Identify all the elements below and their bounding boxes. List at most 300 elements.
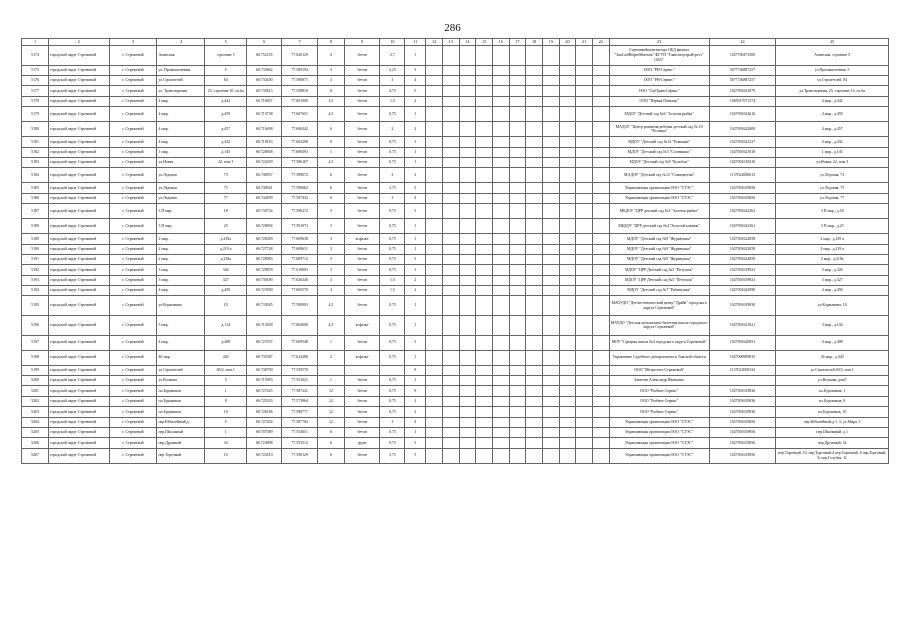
table-cell [542, 244, 559, 254]
table-cell: бетон [344, 137, 379, 147]
table-cell: 1027001619921 [709, 265, 776, 275]
table-cell: бетон [344, 193, 379, 203]
table-cell: г. Стрежевой [109, 265, 157, 275]
table-row [22, 204, 889, 219]
table-cell [559, 244, 576, 254]
table-cell: строение 5 [205, 46, 247, 66]
table-cell: бетон [344, 65, 379, 75]
table-cell: 1 [405, 107, 426, 122]
table-cell [492, 407, 509, 417]
table-cell: 60.733662 [247, 65, 282, 75]
table-cell: 60.726186 [247, 407, 282, 417]
table-cell [592, 65, 609, 75]
table-cell: ул.Ледовая, 73 [776, 168, 889, 183]
table-cell: бетон [344, 448, 379, 463]
table-cell [509, 417, 526, 427]
table-cell [559, 427, 576, 437]
table-cell: 5186 [22, 193, 49, 203]
table-cell: 1027001631979 [709, 86, 776, 96]
table-cell: 326 [205, 265, 247, 275]
table-cell: городской округ Стрежевой [49, 75, 109, 85]
table-cell: г. Стрежевой [109, 448, 157, 463]
table-cell: асфальт [344, 350, 379, 365]
table-cell [476, 335, 493, 350]
table-cell: МДОУ "Детский сад №3 "Солнышко" [609, 147, 709, 157]
table-cell: 5187 [22, 204, 49, 219]
table-cell [442, 46, 459, 66]
table-cell: 5 [405, 183, 426, 193]
table-cell [526, 376, 543, 386]
table-cell: Управляющая организация ООО "СТЭС" [609, 417, 709, 427]
table-cell: 5 [405, 86, 426, 96]
table-cell: асфальт [344, 234, 379, 244]
table-row [22, 75, 889, 85]
table-cell: пер.Юбилейный,д. [157, 417, 205, 427]
table-cell [459, 204, 476, 219]
table-cell: 77.606342 [282, 122, 317, 137]
table-cell: 4 [317, 286, 344, 296]
table-cell: г. Стрежевой [109, 107, 157, 122]
table-cell: 77.609548 [282, 335, 317, 350]
table-cell [492, 193, 509, 203]
column-header: 25 [776, 39, 889, 46]
table-cell [426, 219, 443, 234]
table-cell: Ачинская [157, 46, 205, 66]
table-cell: ООО "Рыбное Сервис" [609, 396, 709, 406]
table-cell [576, 417, 593, 427]
table-cell [426, 376, 443, 386]
table-cell: 4 [405, 193, 426, 203]
table-cell: пл.Буровиков, 10 [776, 407, 889, 417]
table-cell [576, 265, 593, 275]
table-cell: г. Стрежевой [109, 376, 157, 386]
table-cell [509, 219, 526, 234]
table-cell [476, 86, 493, 96]
table-cell [509, 350, 526, 365]
table-header-row [22, 39, 889, 46]
table-cell [559, 183, 576, 193]
table-cell [476, 204, 493, 219]
table-cell: 60.730734 [247, 204, 282, 219]
table-cell: городской округ Стрежевой [49, 65, 109, 75]
table-cell: 1 [405, 265, 426, 275]
table-cell [509, 296, 526, 316]
table-cell: бетон [344, 86, 379, 96]
table-cell [459, 265, 476, 275]
table-cell: 1027700471500 [709, 46, 776, 66]
table-cell [426, 75, 443, 85]
table-cell [576, 254, 593, 264]
table-cell [592, 122, 609, 137]
table-cell: г. Стрежевой [109, 316, 157, 336]
table-cell: 1 [317, 147, 344, 157]
table-cell: городской округ Стрежевой [49, 183, 109, 193]
table-row [22, 183, 889, 193]
table-cell: 0,75 [380, 335, 405, 350]
table-cell: 77.604008 [282, 316, 317, 336]
table-cell [509, 335, 526, 350]
table-cell: 3 [380, 417, 405, 427]
table-cell [559, 396, 576, 406]
table-cell [476, 147, 493, 157]
table-cell: 2,7 [380, 46, 405, 66]
table-cell: д.114 [205, 316, 247, 336]
table-cell: 60.735387 [247, 350, 282, 365]
table-cell [592, 244, 609, 254]
table-cell: 60.728094 [247, 219, 282, 234]
table-cell: 10 [205, 296, 247, 316]
column-header: 15 [476, 39, 493, 46]
table-cell [459, 183, 476, 193]
table-cell [459, 438, 476, 448]
table-cell [592, 407, 609, 417]
table-cell: 75 [205, 183, 247, 193]
table-cell: МДОУ "Детский сад №9 "Журавушка" [609, 244, 709, 254]
table-cell: городской округ Стрежевой [49, 168, 109, 183]
table-cell [576, 234, 593, 244]
table-cell [442, 365, 459, 375]
table-cell [426, 427, 443, 437]
table-cell [526, 448, 543, 463]
table-cell [526, 296, 543, 316]
table-cell [509, 96, 526, 106]
table-cell: 2 [405, 275, 426, 285]
table-cell: 77.573964 [282, 396, 317, 406]
table-cell: 1 мкр., д.145 [776, 147, 889, 157]
table-cell: 5185 [22, 183, 49, 193]
table-cell [542, 168, 559, 183]
table-cell: МДОУ "ЦРР Детский сад №5 "Петушок" [609, 265, 709, 275]
table-cell: 1027001619410 [709, 157, 776, 167]
table-row [22, 157, 889, 167]
table-cell [442, 275, 459, 285]
table-cell: 1 [405, 438, 426, 448]
table-cell: 5189 [22, 234, 49, 244]
table-cell: бетон [344, 219, 379, 234]
table-cell: пл.Буровиков, 8 [776, 396, 889, 406]
table-cell: 77.587241 [282, 386, 317, 396]
table-cell [526, 75, 543, 85]
table-cell: бетон [344, 183, 379, 193]
table-cell: МДОУ "Детский сад №14 "Ромашка" [609, 137, 709, 147]
table-cell [476, 65, 493, 75]
column-header: 5 [205, 39, 247, 46]
table-cell: 18 [205, 204, 247, 219]
table-cell: городской округ Стрежевой [49, 234, 109, 244]
table-cell: г. Стрежевой [109, 137, 157, 147]
table-cell: 6 [317, 448, 344, 463]
table-cell: 3 [317, 244, 344, 254]
table-cell: ул.Строителей 69/2, пом.1 [776, 365, 889, 375]
table-cell [559, 438, 576, 448]
table-cell: д.457 [205, 122, 247, 137]
table-cell: 60.725333 [247, 396, 282, 406]
table-cell: 4 [405, 75, 426, 85]
table-row [22, 96, 889, 106]
table-cell: 5 [205, 65, 247, 75]
table-cell: бетон [344, 244, 379, 254]
table-cell [576, 244, 593, 254]
table-cell: ул.Строителей [157, 365, 205, 375]
table-cell: ул. Промышленная [157, 65, 205, 75]
table-cell [442, 265, 459, 275]
table-cell: 2 мкр., д.218а [776, 254, 889, 264]
table-cell [592, 137, 609, 147]
column-header: 22 [592, 39, 609, 46]
table-cell: 60.728083 [247, 254, 282, 264]
table-cell [459, 147, 476, 157]
table-cell: 4 мкр., д.408 [776, 335, 889, 350]
table-cell [442, 417, 459, 427]
table-cell: 0,75 [380, 427, 405, 437]
table-cell [459, 286, 476, 296]
table-cell: 77 [205, 193, 247, 203]
table-cell [476, 122, 493, 137]
table-cell [492, 46, 509, 66]
table-cell: г. Стрежевой [109, 438, 157, 448]
table-cell: д.442 [205, 96, 247, 106]
table-cell [426, 204, 443, 219]
table-cell: городской округ Стрежевой [49, 448, 109, 463]
table-cell [576, 316, 593, 336]
table-cell [576, 204, 593, 219]
table-cell [509, 122, 526, 137]
table-cell [426, 365, 443, 375]
table-cell: г. Стрежевой [109, 350, 157, 365]
table-cell [592, 296, 609, 316]
table-cell [442, 75, 459, 85]
table-cell: 1 [405, 204, 426, 219]
table-cell: 60.730190 [247, 275, 282, 285]
table-cell [426, 46, 443, 66]
table-cell: бетон [344, 335, 379, 350]
table-cell: 5182 [22, 147, 49, 157]
table-cell: городской округ Стрежевой [49, 438, 109, 448]
table-cell: городской округ Стрежевой [49, 316, 109, 336]
table-cell: бетон [344, 96, 379, 106]
table-cell: 60.718163 [247, 137, 282, 147]
table-cell [576, 427, 593, 437]
table-cell [442, 86, 459, 96]
table-cell: ул.Ледовая [157, 183, 205, 193]
table-row [22, 286, 889, 296]
table-row [22, 275, 889, 285]
table-cell: городской округ Стрежевой [49, 204, 109, 219]
table-cell: 1 [405, 316, 426, 336]
table-cell [492, 286, 509, 296]
table-cell: 6 [317, 193, 344, 203]
table-cell: 12 [317, 386, 344, 396]
table-cell: 2 [380, 168, 405, 183]
table-cell [592, 316, 609, 336]
table-cell [559, 286, 576, 296]
table-cell: 77.590871 [282, 75, 317, 85]
table-cell [509, 244, 526, 254]
table-cell [509, 137, 526, 147]
table-cell [542, 316, 559, 336]
table-cell [442, 193, 459, 203]
table-cell: 1 [405, 46, 426, 66]
table-cell: ул.Транспортная, 25, строение 10, сп.6а [776, 86, 889, 96]
table-cell [542, 335, 559, 350]
table-cell [526, 286, 543, 296]
table-cell: 3,5 [317, 96, 344, 106]
table-cell [576, 168, 593, 183]
table-cell [492, 244, 509, 254]
table-cell: МДОУ "Детский сад №7 "Рябинушка" [609, 286, 709, 296]
table-cell: 1027001622858 [709, 244, 776, 254]
table-cell [426, 286, 443, 296]
table-cell: городской округ Стрежевой [49, 427, 109, 437]
table-cell: 0,75 [380, 234, 405, 244]
table-cell: г. Стрежевой [109, 427, 157, 437]
table-cell [492, 96, 509, 106]
table-cell: 0,75 [380, 407, 405, 417]
table-cell [559, 316, 576, 336]
table-cell: 12 [317, 407, 344, 417]
table-cell: ул.Строителей, 84 [776, 75, 889, 85]
table-cell: 4 мкр., д.459 [776, 107, 889, 122]
table-cell: д.219 а [205, 244, 247, 254]
table-cell [559, 275, 576, 285]
table-cell: 2 [405, 122, 426, 137]
table-cell [576, 438, 593, 448]
table-cell [542, 46, 559, 66]
table-cell [576, 396, 593, 406]
table-cell: 3 [317, 204, 344, 219]
table-cell: 69/2, пом.1 [205, 365, 247, 375]
table-cell [459, 386, 476, 396]
table-cell [542, 296, 559, 316]
table-cell [526, 122, 543, 137]
table-cell [559, 234, 576, 244]
table-cell [542, 122, 559, 137]
table-cell: МАУДО "Детская музыкально-балетная школа городского округа Стрежевой" [609, 316, 709, 336]
table-cell: городской округ Стрежевой [49, 417, 109, 427]
table-cell: 60.715903 [247, 376, 282, 386]
column-header: 9 [344, 39, 379, 46]
table-cell [526, 234, 543, 244]
table-cell: 6 [317, 427, 344, 437]
table-cell: ул.Ледовая, 77 [776, 193, 889, 203]
table-cell [576, 65, 593, 75]
table-cell: 1027001622327 [709, 137, 776, 147]
table-cell: 2 [405, 407, 426, 417]
table-cell: 1027001622809 [709, 122, 776, 137]
table-cell: 1 [405, 376, 426, 386]
table-cell: 60.722439 [247, 157, 282, 167]
table-cell: 12 [317, 417, 344, 427]
table-cell [526, 386, 543, 396]
table-row [22, 86, 889, 96]
table-cell [542, 147, 559, 157]
table-cell [509, 234, 526, 244]
table-cell: пер.Дружный, 34 [776, 438, 889, 448]
table-cell [509, 396, 526, 406]
table-cell: бетон [344, 157, 379, 167]
table-cell: МДОУ "Детский сад №6 "Золотая рыбка" [609, 107, 709, 122]
table-cell: г. Стрежевой [109, 204, 157, 219]
table-cell: МОУ "Средняя школа №4 городского округа Стрежевой" [609, 335, 709, 350]
table-cell: 3 мкр. [157, 265, 205, 275]
table-cell: МДОУ "Детский сад №9 "Колобок" [609, 157, 709, 167]
table-cell [426, 254, 443, 264]
table-cell: 3 П мкр. [157, 204, 205, 219]
table-cell: 5183 [22, 157, 49, 167]
table-cell: 60.740937 [247, 168, 282, 183]
table-cell: 1027001619836 [709, 407, 776, 417]
table-cell: 60.729878 [247, 265, 282, 275]
table-cell: 3 мкр., д.327 [776, 275, 889, 285]
column-header: 8 [317, 39, 344, 46]
table-cell [492, 157, 509, 167]
table-cell: 1 [405, 234, 426, 244]
table-cell: 3 П мкр., д.18 [776, 204, 889, 219]
table-cell: 1,5 [380, 275, 405, 285]
table-cell [509, 254, 526, 264]
table-row [22, 254, 889, 264]
table-cell [542, 376, 559, 386]
table-cell: пер.Школьный, д.1 [776, 427, 889, 437]
table-cell [576, 96, 593, 106]
table-cell: МАДОУ "Детский сад №12 "Семицветик" [609, 168, 709, 183]
table-cell [526, 335, 543, 350]
table-cell: 77.601900 [282, 96, 317, 106]
table-cell: 3 [317, 219, 344, 234]
table-cell: 77.553512 [282, 438, 317, 448]
table-cell [526, 438, 543, 448]
table-cell [542, 407, 559, 417]
column-header: 23 [609, 39, 709, 46]
table-cell [542, 75, 559, 85]
table-cell [492, 386, 509, 396]
table-cell: г. Стрежевой [109, 407, 157, 417]
table-cell: ул.Коржавина [157, 296, 205, 316]
table-cell [576, 365, 593, 375]
table-cell: 60.713028 [247, 316, 282, 336]
table-cell: 10 [205, 407, 247, 417]
table-cell [592, 254, 609, 264]
table-cell: бетон [344, 168, 379, 183]
table-cell [559, 122, 576, 137]
table-cell [592, 417, 609, 427]
table-cell: городской округ Стрежевой [49, 376, 109, 386]
table-cell [542, 396, 559, 406]
table-cell [542, 234, 559, 244]
table-cell: 5180 [22, 122, 49, 137]
table-cell [492, 65, 509, 75]
table-cell [459, 157, 476, 167]
table-cell [592, 365, 609, 375]
table-cell [442, 168, 459, 183]
table-cell [476, 386, 493, 396]
table-cell: МАОУДО "Детско-юношеский центр "Драйв" городского округа Стрежевой" [609, 296, 709, 316]
table-cell [476, 107, 493, 122]
table-cell: 77.609631 [282, 244, 317, 254]
table-cell: 60.727425 [247, 386, 282, 396]
table-cell [559, 86, 576, 96]
table-cell: 0,75 [380, 107, 405, 122]
table-cell [426, 438, 443, 448]
table-cell: д.450 [205, 286, 247, 296]
table-cell: 4,5 [317, 157, 344, 167]
table-cell: городской округ Стрежевой [49, 219, 109, 234]
table-cell: городской округ Стрежевой [49, 107, 109, 122]
table-cell: г. Стрежевой [109, 147, 157, 157]
table-cell [476, 448, 493, 463]
column-header: 4 [157, 39, 205, 46]
column-header: 20 [559, 39, 576, 46]
